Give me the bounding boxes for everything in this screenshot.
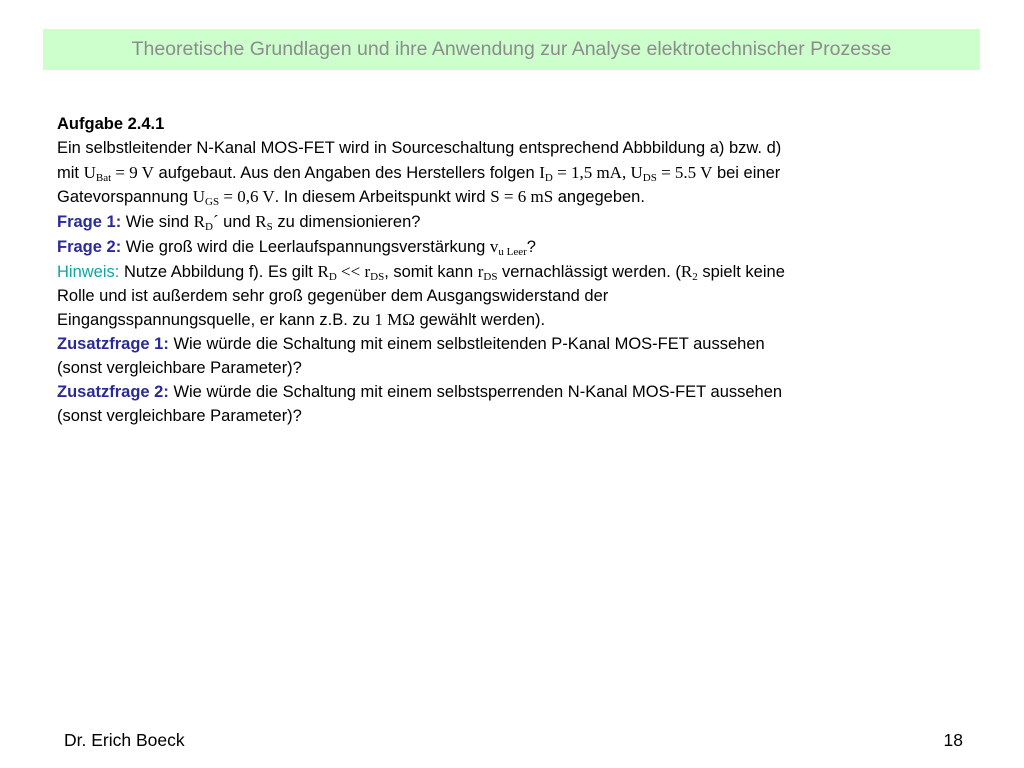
- zusatzfrage-1: Zusatzfrage 1: Wie würde die Schaltung mit einem selbstleitenden P-Kanal MOS-FET aussehen: [57, 335, 765, 354]
- task-line-1: Ein selbstleitender N-Kanal MOS-FET wird in Sourceschaltung entsprechend Abbbildung a) bzw. d): [57, 138, 782, 157]
- frage-2: Frage 2: Wie groß wird die Leerlaufspannungsverstärkung $v_{u Leer}$?: [57, 236, 536, 258]
- slide-content: [57, 113, 957, 428]
- zusatzfrage-2-label: Zusatzfrage 2:: [57, 382, 169, 401]
- hinweis-label: Hinweis:: [57, 262, 120, 281]
- footer-author: Dr. Erich Boeck: [64, 730, 185, 750]
- zusatzfrage-1-line-2: (sonst vergleichbare Parameter)?: [57, 358, 302, 377]
- slide-title: Theoretische Grundlagen und ihre Anwendung zur Analyse elektrotechnischer Prozesse: [131, 38, 892, 60]
- frage-1: Frage 1: Wie sind $R_D´$ und $R_S$ zu dimensionieren?: [57, 212, 421, 234]
- hinweis: Hinweis: Nutze Abbildung f). Es gilt $R_D << r_{DS}$, somit kann $r_{DS}$ vernachlässigt werden. ($R_2$ spielt keine: [57, 261, 785, 283]
- page-number: 18: [943, 730, 963, 750]
- slide-header: [43, 29, 980, 70]
- task-line-2: mit $U_{Bat} = 9$ V aufgebaut. Aus den Angaben des Herstellers folgen $I_D = 1,5$ mA, $U_{DS} = 5.5$ V bei einer: [57, 162, 781, 184]
- frage-2-label: Frage 2:: [57, 237, 122, 256]
- frage-1-label: Frage 1:: [57, 213, 122, 232]
- zusatzfrage-1-label: Zusatzfrage 1:: [57, 335, 169, 354]
- zusatzfrage-2-line-2: (sonst vergleichbare Parameter)?: [57, 406, 302, 425]
- task-line-3: Gatevorspannung $U_{GS} = 0,6$ V. In diesem Arbeitspunkt wird S = 6 mS angegeben.: [57, 187, 645, 209]
- hinweis-line-2: Rolle und ist außerdem sehr groß gegenüber dem Ausgangswiderstand der: [57, 286, 609, 305]
- hinweis-line-3: Eingangsspannungsquelle, er kann z.B. zu 1 MΩ gewählt werden).: [57, 310, 546, 330]
- task-heading: Aufgabe 2.4.1: [57, 115, 165, 133]
- zusatzfrage-2: Zusatzfrage 2: Wie würde die Schaltung mit einem selbstsperrenden N-Kanal MOS-FET aussehen: [57, 382, 783, 401]
